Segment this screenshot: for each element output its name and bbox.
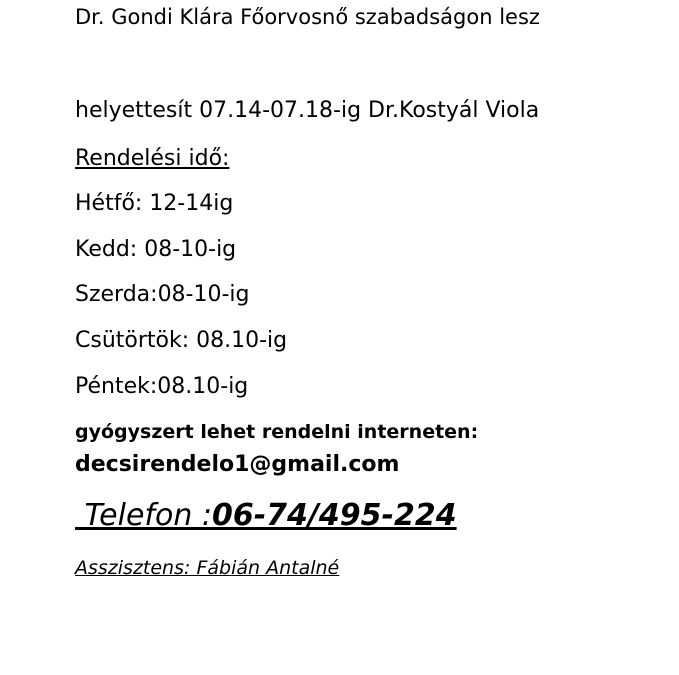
hours-monday: Hétfő: 12-14ig <box>75 191 234 216</box>
phone-number: 06-74/495-224 <box>211 498 457 533</box>
phone-label: Telefon : <box>75 498 212 533</box>
hours-wednesday: Szerda:08-10-ig <box>75 282 250 307</box>
order-email: decsirendelo1@gmail.com <box>75 452 400 477</box>
assistant-name: Asszisztens: Fábián Antalné <box>75 557 340 579</box>
hours-thursday: Csütörtök: 08.10-ig <box>75 328 288 353</box>
substitute-doctor: helyettesít 07.14-07.18-ig Dr.Kostyál Viola <box>75 98 540 123</box>
phone-line <box>75 498 457 533</box>
office-hours-heading: Rendelési idő: <box>75 146 230 171</box>
hours-tuesday: Kedd: 08-10-ig <box>75 237 237 262</box>
vacation-notice: Dr. Gondi Klára Főorvosnő szabadságon lesz <box>75 5 540 29</box>
hours-friday: Péntek:08.10-ig <box>75 374 249 399</box>
online-order-text: gyógyszert lehet rendelni interneten: <box>75 421 479 443</box>
